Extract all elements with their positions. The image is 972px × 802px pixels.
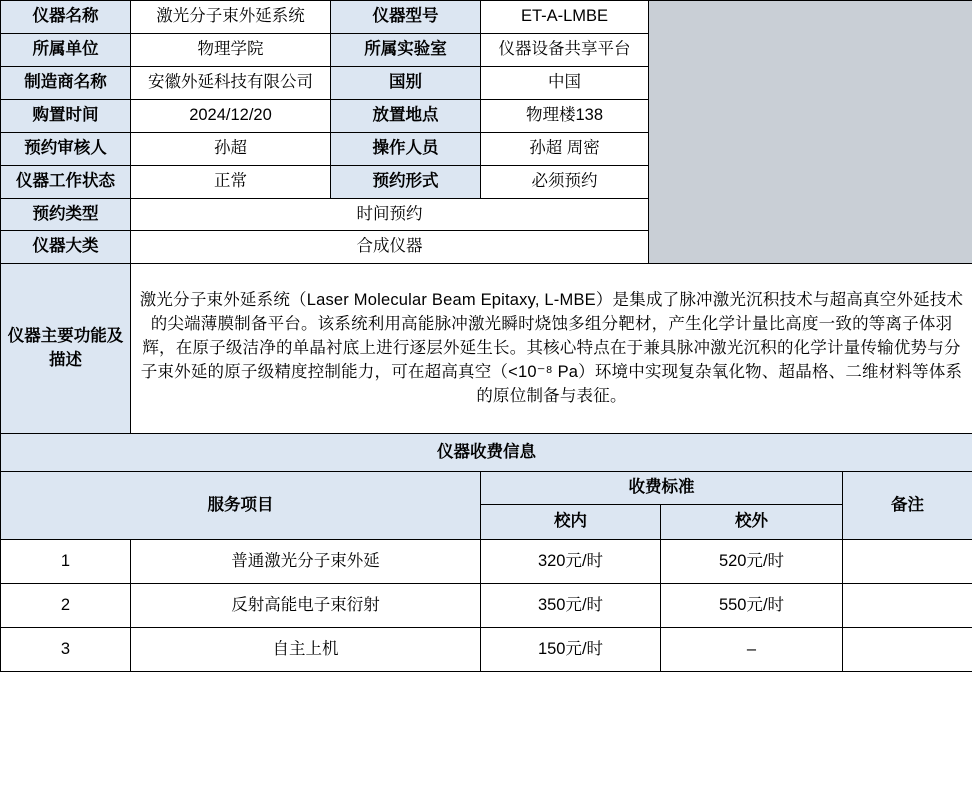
fee-row-service: 自主上机 (131, 628, 481, 672)
table-row (1, 584, 972, 628)
field-value: 孙超 周密 (481, 132, 649, 165)
field-value: 孙超 (131, 132, 331, 165)
field-label: 所属实验室 (331, 33, 481, 66)
fee-row-inside: 320元/时 (481, 540, 661, 584)
field-value: ET-A-LMBE (481, 1, 649, 34)
table-row (1, 628, 972, 672)
reserve-type-value: 时间预约 (131, 198, 649, 231)
field-value: 必须预约 (481, 165, 649, 198)
table-row (1, 540, 972, 584)
field-label: 国别 (331, 66, 481, 99)
fee-row-no: 2 (1, 584, 131, 628)
fee-section-title: 仪器收费信息 (1, 434, 972, 472)
fee-col-standard: 收费标准 (481, 472, 843, 505)
field-label: 制造商名称 (1, 66, 131, 99)
category-label: 仪器大类 (1, 231, 131, 264)
field-value: 安徽外延科技有限公司 (131, 66, 331, 99)
field-label: 预约审核人 (1, 132, 131, 165)
fee-header-row (1, 472, 972, 505)
field-value: 激光分子束外延系统 (131, 1, 331, 34)
field-label: 所属单位 (1, 33, 131, 66)
field-value: 物理学院 (131, 33, 331, 66)
fee-row-remark (843, 628, 972, 672)
field-value: 2024/12/20 (131, 99, 331, 132)
fee-row-remark (843, 584, 972, 628)
description-row (1, 264, 972, 434)
fee-row-remark (843, 540, 972, 584)
field-label: 仪器型号 (331, 1, 481, 34)
fee-row-no: 1 (1, 540, 131, 584)
field-value: 正常 (131, 165, 331, 198)
description-label: 仪器主要功能及描述 (1, 264, 131, 434)
fee-row-outside: 520元/时 (661, 540, 843, 584)
description-value: 激光分子束外延系统（Laser Molecular Beam Epitaxy, L-MBE）是集成了脉冲激光沉积技术与超高真空外延技术的尖端薄膜制备平台。该系统利用高能脉冲激光瞬时烧蚀多组分靶材，产生化学计量比高度一致的等离子体羽辉，在原子级洁净的单晶衬底上进行逐层外延生长。其核心特点在于兼具脉冲激光沉积的化学计量传输优势与分子束外延的原子级精度控制能力，可在超高真空（<10⁻⁸ Pa）环境中实现复杂氧化物、超晶格、二维材料等体系的原位制备与表征。 (131, 264, 972, 434)
fee-col-service: 服务项目 (1, 472, 481, 540)
table-row (1, 1, 972, 34)
reserve-type-label: 预约类型 (1, 198, 131, 231)
category-value: 合成仪器 (131, 231, 649, 264)
fee-row-inside: 150元/时 (481, 628, 661, 672)
fee-row-service: 普通激光分子束外延 (131, 540, 481, 584)
fee-col-inside: 校内 (481, 505, 661, 540)
field-label: 仪器名称 (1, 1, 131, 34)
field-value: 中国 (481, 66, 649, 99)
fee-row-no: 3 (1, 628, 131, 672)
field-label: 预约形式 (331, 165, 481, 198)
field-label: 仪器工作状态 (1, 165, 131, 198)
fee-col-remark: 备注 (843, 472, 972, 540)
fee-col-outside: 校外 (661, 505, 843, 540)
fee-row-outside: – (661, 628, 843, 672)
field-label: 购置时间 (1, 99, 131, 132)
fee-row-inside: 350元/时 (481, 584, 661, 628)
fee-row-outside: 550元/时 (661, 584, 843, 628)
fee-section-title-row (1, 434, 972, 472)
field-label: 放置地点 (331, 99, 481, 132)
field-value: 仪器设备共享平台 (481, 33, 649, 66)
fee-row-service: 反射高能电子束衍射 (131, 584, 481, 628)
field-value: 物理楼138 (481, 99, 649, 132)
instrument-photo (649, 1, 972, 264)
field-label: 操作人员 (331, 132, 481, 165)
fee-table (0, 471, 972, 672)
